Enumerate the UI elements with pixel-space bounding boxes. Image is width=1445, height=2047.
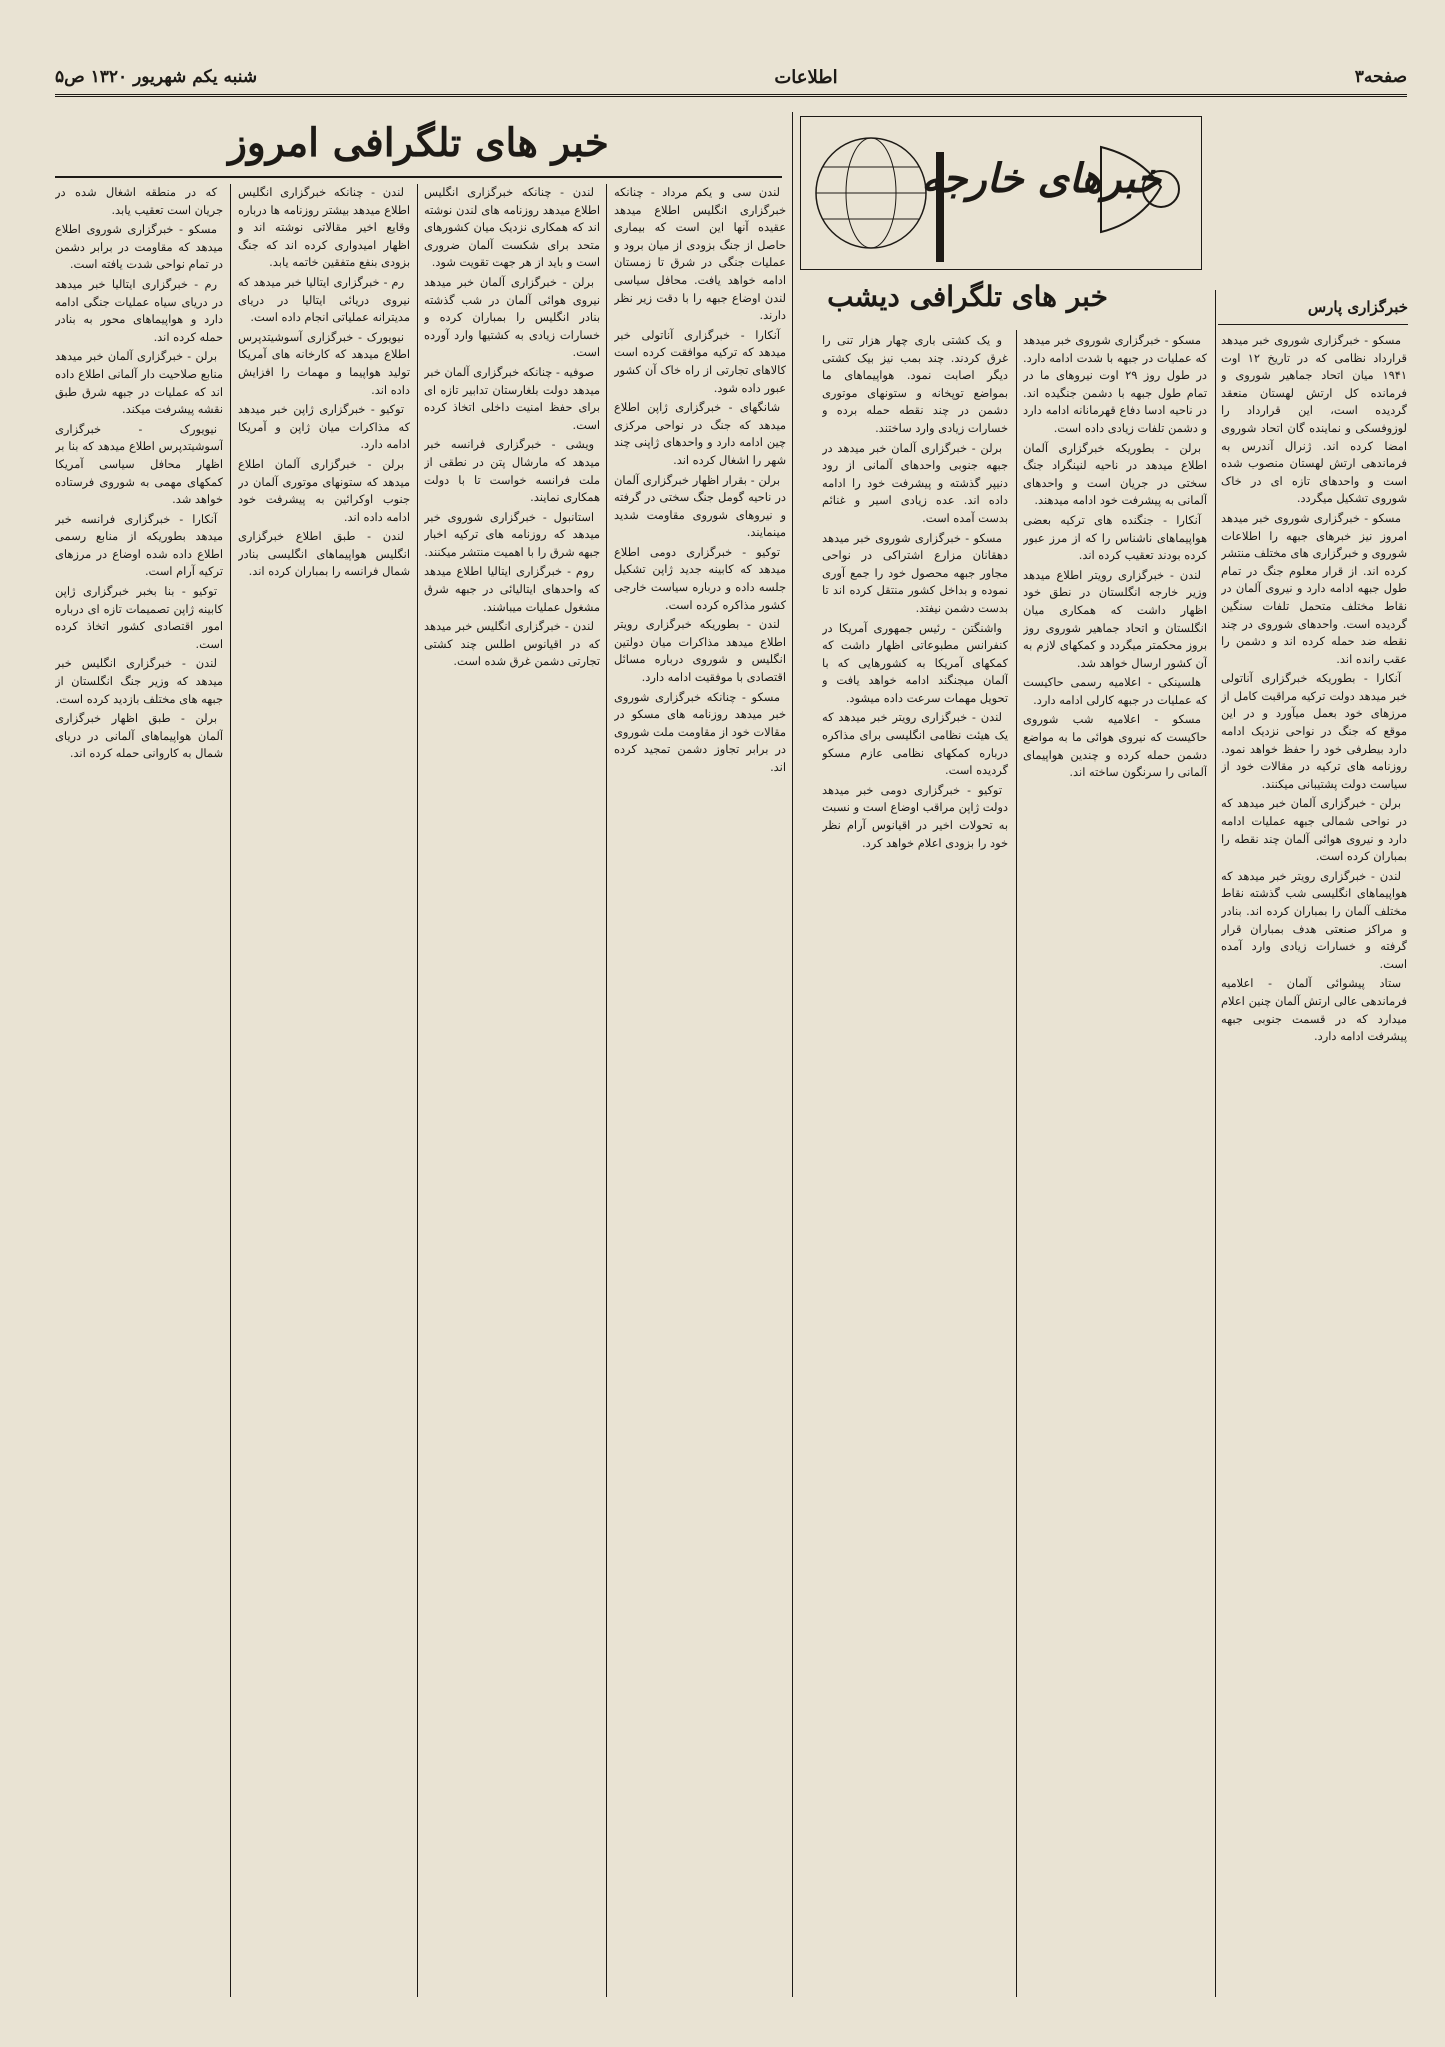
news-item: لندن سی و یکم مرداد - چنانکه خبرگزاری انگلیس اطلاع میدهد عقیده آنها این است که بیماری حاصل از جنگ بزودی از میان برود و عملیات جنگی در شرق تا زمستان ادامه خواهد یافت. محافل سیاسی لندن اوضاع جبهه را با دقت زیر نظر دارند. [614,185,786,323]
news-item: لندن - خبرگزاری رویتر اطلاع میدهد وزیر خارجه انگلستان در نطق خود اظهار داشت که همکاری میان انگلستان و اتحاد جماهیر شوروی روز بروز محکمتر میگردد و کمکهای لازم به آن کشور ارسال خواهد شد. [1023,567,1207,670]
page-headline: خبر های تلگرافی امروز [228,120,609,166]
news-item: مسکو - خبرگزاری شوروی اطلاع میدهد که مقاومت در برابر دشمن در تمام نواحی شدت یافته است. [55,222,223,272]
column-rule [1215,290,1216,1997]
news-item: لندن - خبرگزاری انگلیس خبر میدهد که وزیر جنگ انگلستان از جبهه های مختلف بازدید کرده است. [55,656,223,706]
column-rule [792,112,793,1997]
news-item: لندن - خبرگزاری رویتر خبر میدهد که هواپیماهای انگلیسی شب گذشته نقاط مختلف آلمان را بمباران کرده اند. بنادر و مراکز صنعتی هدف بمباران قرار گرفته و خسارات زیادی وارد آمده است. [1221,868,1407,971]
column-rule [1016,330,1017,1997]
news-item: رم - خبرگزاری ایتالیا خبر میدهد در دریای سیاه عملیات جنگی ادامه دارد و هواپیماهای محور به بنادر حمله کرده اند. [55,276,223,344]
column-1 [1221,332,1407,1997]
news-item: شانگهای - خبرگزاری ژاپن اطلاع میدهد که جنگ در نواحی مرکزی چین ادامه دارد و واحدهای ژاپنی چند شهر را اشغال کرده اند. [614,400,786,467]
foreign-news-banner [800,116,1202,270]
headline-rule [55,176,782,178]
news-item: مسکو - چنانکه خبرگزاری شوروی خبر میدهد روزنامه های مسکو در مقالات خود از مقاومت ملت شوروی در برابر تجاوز دشمن تمجید کرده اند. [614,689,786,774]
news-item: برلن - خبرگزاری آلمان اطلاع میدهد که ستونهای موتوری آلمان در جنوب اوکرائین به پیشرفت خود ادامه داده اند. [238,456,410,524]
news-item: نیویورک - خبرگزاری آسوشیتدپرس اطلاع میدهد که بنا بر اظهار محافل سیاسی آمریکا کمکهای مهمی به شوروی فرستاده خواهد شد. [55,421,223,507]
column-rule [230,184,231,1997]
news-item: آنکارا - خبرگزاری آناتولی خبر میدهد که ترکیه موافقت کرده است کالاهای تجارتی از راه خاک آن کشور عبور داده شود. [614,327,786,395]
newspaper-name: اطلاعات [774,66,838,88]
column-6 [238,184,410,1997]
news-item: لندن - طبق اطلاع خبرگزاری انگلیس هواپیماهای انگلیسی بنادر شمال فرانسه را بمباران کرده اند. [238,529,410,579]
column-rule [417,184,418,1997]
column-3 [822,332,1008,1997]
banner-label: خبرهای خارجه [921,155,1161,202]
news-item: برلن - خبرگزاری آلمان خبر میدهد در جبهه جنوبی واحدهای آلمانی از رود دنیپر گذشته و پیشرفت خود را ادامه داده اند. عده زیادی اسیر و غنائم بدست آمده است. [822,440,1008,525]
news-item: نیویورک - خبرگزاری آسوشیتدپرس اطلاع میدهد که کارخانه های آمریکا تولید هواپیما و مهمات را افزایش داده اند. [238,329,410,397]
news-item: مسکو - خبرگزاری شوروی خبر میدهد امروز نیز خبرهای جبهه را اطلاعات شوروی و خبرگزاری های مختلف منتشر کرده اند. از قرار معلوم جنگ در تمام طول جبهه ادامه دارد و نیروی آلمان در نقاط مختلف متحمل تلفات سنگین گردیده است. واحدهای شوروی در چند نقطه ضد حمله کرده اند و دشمن را عقب رانده اند. [1221,510,1407,666]
news-item: که در منطقه اشغال شده در جریان است تعقیب یابد. [55,185,223,217]
news-item: توکیو - خبرگزاری دومی خبر میدهد دولت ژاپن مراقب اوضاع است و نسبت به تحولات اخیر در اقیانوس آرام نظر خود را بزودی اعلام خواهد کرد. [822,782,1008,850]
news-item: توکیو - خبرگزاری دومی اطلاع میدهد که کابینه جدید ژاپن تشکیل جلسه داده و درباره سیاست خارجی کشور مذاکره کرده است. [614,544,786,612]
agency-heading: خبرگزاری پارس [1218,298,1408,325]
news-item: آنکارا - جنگنده های ترکیه بعضی هواپیماهای ناشناس را که از مرز عبور کرده بودند تعقیب کرده اند. [1023,512,1207,563]
news-item: روم - خبرگزاری ایتالیا اطلاع میدهد که واحدهای ایتالیائی در جبهه شرق مشغول عملیات میباشند. [424,564,600,614]
news-item: برلن - بقرار اظهار خبرگزاری آلمان در ناحیه گومل جنگ سختی در گرفته و نیروهای شوروی مقاومت شدید مینمایند. [614,472,786,540]
news-item: لندن - چنانکه خبرگزاری انگلیس اطلاع میدهد روزنامه های لندن نوشته اند که همکاری نزدیک میان کشورهای متحد برای شکست آلمان ضروری است و باید از هر جهت تقویت شود. [424,185,600,270]
news-item: برلن - بطوریکه خبرگزاری آلمان اطلاع میدهد در ناحیه لنینگراد جنگ سختی در جریان است و واحدهای آلمانی به پیشرفت خود ادامه میدهند. [1023,440,1207,508]
news-item: برلن - طبق اظهار خبرگزاری آلمان هواپیماهای آلمانی در دریای شمال به کاروانی حمله کرده اند. [55,711,223,761]
news-item: ویشی - خبرگزاری فرانسه خبر میدهد که مارشال پتن در نطقی از ملت فرانسه خواست تا با دولت همکاری نمایند. [424,437,600,505]
column-4 [614,184,786,1997]
news-item: مسکو - اعلامیه شب شوروی حاکیست که نیروی هوائی ما به مواضع دشمن حمله کرده و چندین هواپیمای آلمانی را سرنگون ساخته اند. [1023,712,1207,780]
news-item: برلن - خبرگزاری آلمان خبر میدهد منابع صلاحیت دار آلمانی اطلاع داده اند که عملیات در جبهه شرق طبق نقشه پیشرفت میکند. [55,349,223,417]
news-item: رم - خبرگزاری ایتالیا خبر میدهد که نیروی دریائی ایتالیا در دریای مدیترانه عملیاتی انجام داده است. [238,274,410,325]
news-item: لندن - چنانکه خبرگزاری انگلیس اطلاع میدهد بیشتر روزنامه ها درباره وقایع اخیر مقالاتی نوشته اند و اظهار امیدواری کرده اند که جنگ بزودی بنفع متفقین خاتمه یابد. [238,185,410,270]
news-item: برلن - خبرگزاری آلمان خبر میدهد که در نواحی شمالی جبهه عملیات ادامه دارد و نیروی هوائی آلمان چند نقطه را بمباران کرده است. [1221,796,1407,864]
column-2 [1023,332,1207,1997]
news-item: لندن - خبرگزاری انگلیس خبر میدهد که در اقیانوس اطلس چند کشتی تجارتی دشمن غرق شده است. [424,619,600,669]
section-subhead: خبر های تلگرافی دیشب [827,280,1108,313]
news-item: لندن - خبرگزاری رویتر خبر میدهد که یک هیئت نظامی انگلیسی برای مذاکره درباره کمکهای نظامی عازم مسکو گردیده است. [822,710,1008,778]
news-item: هلسینکی - اعلامیه رسمی حاکیست که عملیات در جبهه کارلی ادامه دارد. [1023,675,1207,707]
masthead [55,60,1407,97]
news-item: و یک کشتی باری چهار هزار تنی را غرق کردند. چند بمب نیز بیک کشتی دیگر اصابت نمود. هواپیماهای ما بمواضع توپخانه و ستونهای موتوری دشمن در چند نقطه حمله برده و خسارات زیادی وارد ساختند. [822,333,1008,435]
news-item: واشنگتن - رئیس جمهوری آمریکا در کنفرانس مطبوعاتی اظهار داشت که کمکهای آمریکا به کشورهایی که با آلمان میجنگند ادامه خواهد یافت و تحویل مهمات سرعت داده میشود. [822,620,1008,705]
news-item: برلن - خبرگزاری آلمان خبر میدهد نیروی هوائی آلمان در شب گذشته بنادر انگلیس را بمباران کرده و خسارات زیادی به کشتیها وارد آورده است. [424,274,600,360]
news-item: صوفیه - چنانکه خبرگزاری آلمان خبر میدهد دولت بلغارستان تدابیر تازه ای برای حفظ امنیت داخلی اتخاذ کرده است. [424,364,600,432]
news-item: استانبول - خبرگزاری شوروی خبر میدهد که روزنامه های ترکیه اخبار جبهه شرق را با اهمیت منتشر میکنند. [424,509,600,559]
issue-date: شنبه یکم شهریور ۱۳۲۰ ص۵ [55,67,258,87]
news-item: توکیو - بنا بخبر خبرگزاری ژاپن کابینه ژاپن تصمیمات تازه ای درباره امور اقتصادی کشور اتخاذ کرده است. [55,584,223,651]
column-7 [55,184,223,1997]
news-item: آنکارا - خبرگزاری فرانسه خبر میدهد بطوریکه از منابع رسمی اطلاع داده شده اوضاع در مرزهای ترکیه آرام است. [55,511,223,579]
news-item: مسکو - خبرگزاری شوروی خبر میدهد که عملیات در جبهه با شدت ادامه دارد. در طول روز ۲۹ اوت نیروهای ما در تمام طول جبهه با دشمن جنگیده اند. در ناحیه ادسا دفاع قهرمانانه ادامه دارد و دشمن تلفات زیادی داده است. [1023,333,1207,435]
news-item: مسکو - خبرگزاری شوروی خبر میدهد قرارداد نظامی که در تاریخ ۱۲ اوت ۱۹۴۱ میان اتحاد جماهیر شوروی و فرمانده کل ارتش لهستان منعقد گردیده است، این قرارداد را لوزوفسکی و نماینده گان اتحاد شوروی امضا کرده اند. ژنرال آندرس به فرماندهی ارتش لهستان منصوب شده است و واحدهای تازه ای در خاک شوروی تشکیل میگردد. [1221,333,1407,506]
news-item: توکیو - خبرگزاری ژاپن خبر میدهد که مذاکرات میان ژاپن و آمریکا ادامه دارد. [238,402,410,452]
column-rule [606,184,607,1997]
news-item: مسکو - خبرگزاری شوروی خبر میدهد دهقانان مزارع اشتراکی در نواحی مجاور جبهه محصول خود را جمع آوری نموده و بداخل کشور منتقل کرده اند تا بدست دشمن نیفتد. [822,530,1008,615]
news-item: آنکارا - بطوریکه خبرگزاری آناتولی خبر میدهد دولت ترکیه مراقبت کامل از مرزهای خود بعمل میآورد و در این موقع که جنگ در نواحی نزدیک ادامه دارد بیطرفی خود را حفظ خواهد نمود. روزنامه های ترکیه در مقالات خود از سیاست دولت پشتیبانی میکنند. [1221,671,1407,791]
page-number: صفحه۳ [1354,67,1407,87]
news-item: ستاد پیشوائی آلمان - اعلامیه فرماندهی عالی ارتش آلمان چنین اعلام میدارد که در قسمت جنوبی جبهه پیشرفت ادامه دارد. [1221,976,1407,1044]
column-5 [424,184,600,1997]
news-item: لندن - بطوریکه خبرگزاری رویتر اطلاع میدهد مذاکرات میان دولتین انگلیس و شوروی درباره مسائل اقتصادی با موفقیت ادامه دارد. [614,617,786,685]
